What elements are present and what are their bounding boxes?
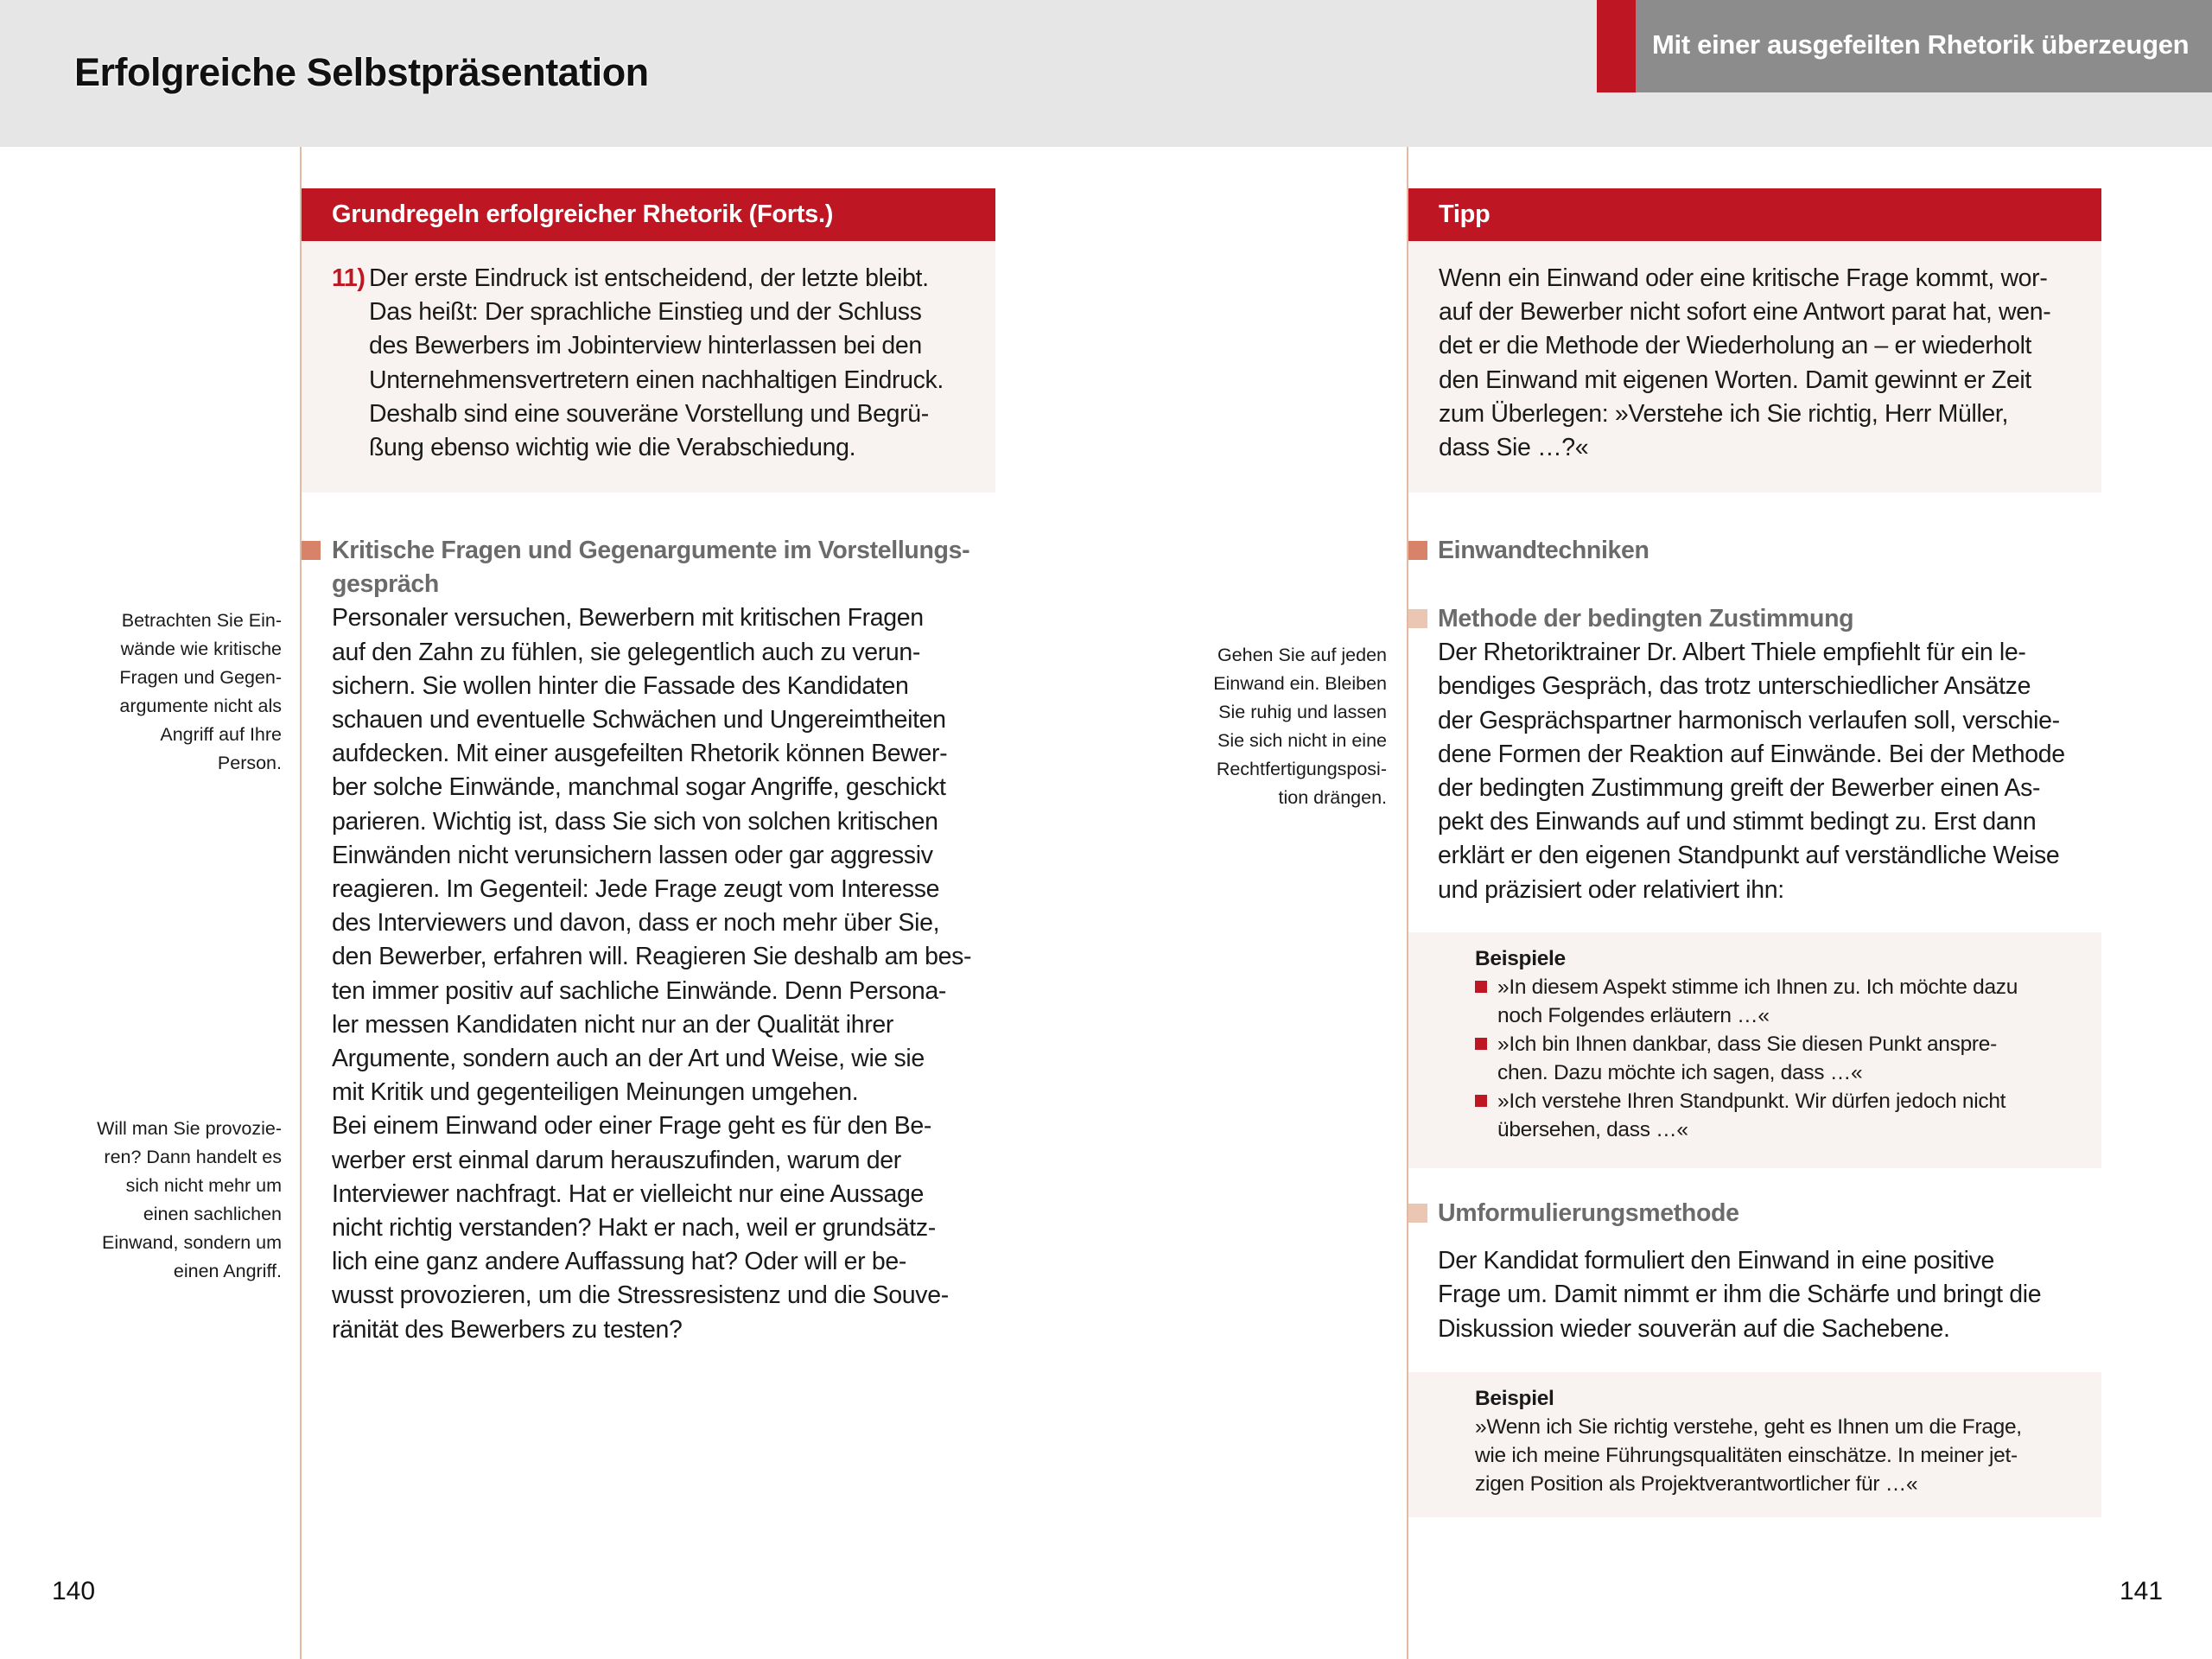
method-body — [1438, 636, 2112, 907]
margin-note-line: Fragen und Gegen- — [119, 667, 282, 688]
red-square-bullet-icon — [1475, 981, 1487, 993]
example-line: zigen Position als Projektverantwortlicher für …« — [1475, 1472, 1918, 1496]
example-item — [1475, 1030, 2084, 1087]
example-line: »Wenn ich Sie richtig verstehe, geht es Ihnen um die Frage, — [1475, 1415, 2022, 1439]
example-line: »In diesem Aspekt stimme ich Ihnen zu. Ich möchte dazu — [1497, 976, 2018, 999]
body-line: werber erst einmal darum herauszufinden, warum der — [332, 1146, 901, 1174]
example-line: chen. Dazu möchte ich sagen, dass …« — [1497, 1061, 1863, 1084]
body-line: pekt des Einwands auf und stimmt bedingt zu. Erst dann — [1438, 808, 2037, 836]
body-line: des Interviewers und davon, dass er noch mehr über Sie, — [332, 909, 940, 938]
left-section — [332, 534, 1006, 1347]
chapter-marker-red — [1597, 0, 1636, 92]
subsection-square-icon — [1408, 1204, 1427, 1223]
margin-note-line: ren? Dann handelt es — [104, 1147, 282, 1167]
section-heading-line: gespräch — [332, 570, 439, 599]
rule-line: ßung ebenso wichtig wie die Verabschiedung. — [369, 434, 856, 462]
example-line: »Ich verstehe Ihren Standpunkt. Wir dürfen jedoch nicht — [1497, 1090, 2006, 1113]
red-square-bullet-icon — [1475, 1038, 1487, 1050]
body-line: sichern. Sie wollen hinter die Fassade des Kandidaten — [332, 671, 909, 700]
example-item — [1475, 1087, 2084, 1144]
tip-box-title: Tipp — [1408, 188, 2101, 241]
page-title: Erfolgreiche Selbstpräsentation — [74, 50, 649, 94]
body-line: Einwänden nicht verunsichern lassen oder gar aggressiv — [332, 841, 933, 869]
body-line: Frage um. Damit nimmt er ihm die Schärfe und bringt die — [1438, 1281, 2042, 1309]
body-line: ber solche Einwände, manchmal sogar Angriffe, geschickt — [332, 773, 946, 802]
examples-box — [1408, 932, 2101, 1168]
body-line: ler messen Kandidaten nicht nur an der Qualität ihrer — [332, 1010, 893, 1039]
body-line: der Gesprächspartner harmonisch verlaufen soll, verschie- — [1438, 706, 2060, 734]
method-heading: Umformulierungsmethode — [1438, 1199, 1739, 1227]
section-heading-einwandtechniken: Einwandtechniken — [1438, 537, 1649, 564]
rule-line: Der erste Eindruck ist entscheidend, der letzte bleibt. — [369, 264, 929, 292]
section-square-icon — [1408, 541, 1427, 560]
margin-note-line: Gehen Sie auf jeden — [1217, 645, 1387, 665]
margin-note-line: einen Angriff. — [173, 1261, 282, 1281]
section-heading-line: Kritische Fragen und Gegenargumente im Vorstellungs- — [332, 537, 970, 564]
rule-line: des Bewerbers im Jobinterview hinterlassen bei den — [369, 332, 922, 360]
margin-note-line: Rechtfertigungsposi- — [1216, 759, 1387, 779]
margin-note — [35, 1115, 282, 1286]
example-line: übersehen, dass …« — [1497, 1118, 1688, 1141]
body-line: Argumente, sondern auch an der Art und Weise, wie sie — [332, 1045, 925, 1073]
tip-line: Wenn ein Einwand oder eine kritische Frage kommt, wor- — [1439, 264, 2048, 292]
section-square-icon — [302, 541, 321, 560]
subsection-square-icon — [1408, 609, 1427, 628]
page-number-right: 141 — [2120, 1577, 2164, 1605]
body-line: der bedingten Zustimmung greift der Bewerber einen As- — [1438, 774, 2041, 803]
rule-number: 11) — [332, 264, 365, 292]
examples-title: Beispiele — [1475, 947, 1566, 970]
rule-text — [332, 262, 978, 465]
body-line: Der Rhetoriktrainer Dr. Albert Thiele empfiehlt für ein le- — [1438, 639, 2026, 667]
margin-note-line: Einwand, sondern um — [102, 1232, 282, 1253]
body-line: den Bewerber, erfahren will. Reagieren Sie deshalb am bes- — [332, 943, 972, 971]
margin-note-line: argumente nicht als — [119, 696, 282, 716]
example-title: Beispiel — [1475, 1387, 1554, 1410]
rule-line: Das heißt: Der sprachliche Einstieg und der Schluss — [369, 298, 922, 327]
body-line: erklärt er den eigenen Standpunkt auf verständliche Weise — [1438, 842, 2060, 870]
margin-note-line: Sie sich nicht in eine — [1217, 730, 1387, 751]
tip-line: auf der Bewerber nicht sofort eine Antwort parat hat, wen- — [1439, 298, 2051, 327]
margin-note-line: Person. — [217, 753, 282, 773]
rules-box-body — [302, 241, 995, 493]
example-line: »Ich bin Ihnen dankbar, dass Sie diesen Punkt anspre- — [1497, 1033, 1997, 1056]
margin-note-line: wände wie kritische — [120, 639, 282, 659]
body-line: ten immer positiv auf sachliche Einwände. Denn Persona- — [332, 976, 947, 1005]
margin-note — [1158, 641, 1387, 812]
body-line: Interviewer nachfragt. Hat er vielleicht nur eine Aussage — [332, 1179, 925, 1208]
body-line: Der Kandidat formuliert den Einwand in eine positive — [1438, 1247, 1995, 1275]
rule-line: Deshalb sind eine souveräne Vorstellung und Begrü- — [369, 399, 929, 428]
tip-box-body — [1408, 241, 2101, 493]
example-line: noch Folgendes erläutern …« — [1497, 1004, 1770, 1027]
margin-note — [52, 607, 282, 778]
body-line: auf den Zahn zu fühlen, sie gelegentlich auch zu verun- — [332, 638, 921, 666]
margin-note-line: einen sachlichen — [143, 1204, 282, 1224]
margin-note-line: tion drängen. — [1278, 787, 1387, 808]
margin-note-line: sich nicht mehr um — [125, 1175, 282, 1196]
body-line: aufdecken. Mit einer ausgefeilten Rhetorik können Bewer- — [332, 740, 948, 768]
example-line: wie ich meine Führungsqualitäten einschätze. In meiner jet- — [1475, 1444, 2018, 1467]
tip-box — [1408, 188, 2101, 493]
margin-note-line: Einwand ein. Bleiben — [1213, 673, 1387, 694]
method-umformulierung — [1438, 1197, 2112, 1346]
method-heading: Methode der bedingten Zustimmung — [1438, 605, 1854, 632]
rules-box — [302, 188, 995, 493]
example-item — [1475, 973, 2084, 1030]
section-heading — [332, 534, 1006, 601]
body-line: parieren. Wichtig ist, dass Sie sich von solchen kritischen — [332, 807, 938, 836]
tip-line: dass Sie …?« — [1439, 434, 1589, 462]
margin-note-line: Will man Sie provozie- — [97, 1118, 282, 1139]
tip-line: den Einwand mit eigenen Worten. Damit gewinnt er Zeit — [1439, 365, 2031, 394]
method-bedingte-zustimmung — [1438, 602, 2112, 907]
margin-note-line: Betrachten Sie Ein- — [121, 610, 282, 631]
tip-line: det er die Methode der Wiederholung an – er wiederholt — [1439, 332, 2032, 360]
body-line: Bei einem Einwand oder einer Frage geht es für den Be- — [332, 1112, 932, 1141]
body-line: reagieren. Im Gegenteil: Jede Frage zeugt vom Interesse — [332, 875, 940, 904]
red-square-bullet-icon — [1475, 1095, 1487, 1107]
body-line: dene Formen der Reaktion auf Einwände. Bei der Methode — [1438, 740, 2065, 768]
rules-box-title: Grundregeln erfolgreicher Rhetorik (Forts.) — [302, 188, 995, 241]
page-number-left: 140 — [52, 1577, 96, 1605]
margin-note-line: Sie ruhig und lassen — [1218, 702, 1387, 722]
body-line: lich eine ganz andere Auffassung hat? Oder will er be- — [332, 1248, 907, 1276]
body-line: wusst provozieren, um die Stressresistenz und die Souve- — [332, 1281, 949, 1310]
body-line: ränität des Bewerbers zu testen? — [332, 1315, 683, 1344]
section-body — [332, 601, 1006, 1346]
body-line: schauen und eventuelle Schwächen und Ungereimtheiten — [332, 706, 946, 734]
example-box — [1408, 1372, 2101, 1517]
body-line: Diskussion wieder souverän auf die Sachebene. — [1438, 1314, 1950, 1343]
margin-note-line: Angriff auf Ihre — [160, 724, 282, 745]
body-line: bendiges Gespräch, das trotz unterschiedlicher Ansätze — [1438, 672, 2031, 701]
tip-line: zum Überlegen: »Verstehe ich Sie richtig, Herr Müller, — [1439, 399, 2009, 428]
body-line: mit Kritik und gegenteiligen Meinungen umgehen. — [332, 1078, 859, 1107]
chapter-tab-label: Mit einer ausgefeilten Rhetorik überzeugen — [1652, 29, 2190, 60]
body-line: nicht richtig verstanden? Hakt er nach, weil er grundsätz- — [332, 1214, 936, 1243]
rule-line: Unternehmensvertretern einen nachhaltigen Eindruck. — [369, 365, 944, 394]
body-line: und präzisiert oder relativiert ihn: — [1438, 875, 1784, 904]
method-body — [1438, 1244, 2112, 1346]
body-line: Personaler versuchen, Bewerbern mit kritischen Fragen — [332, 604, 924, 632]
